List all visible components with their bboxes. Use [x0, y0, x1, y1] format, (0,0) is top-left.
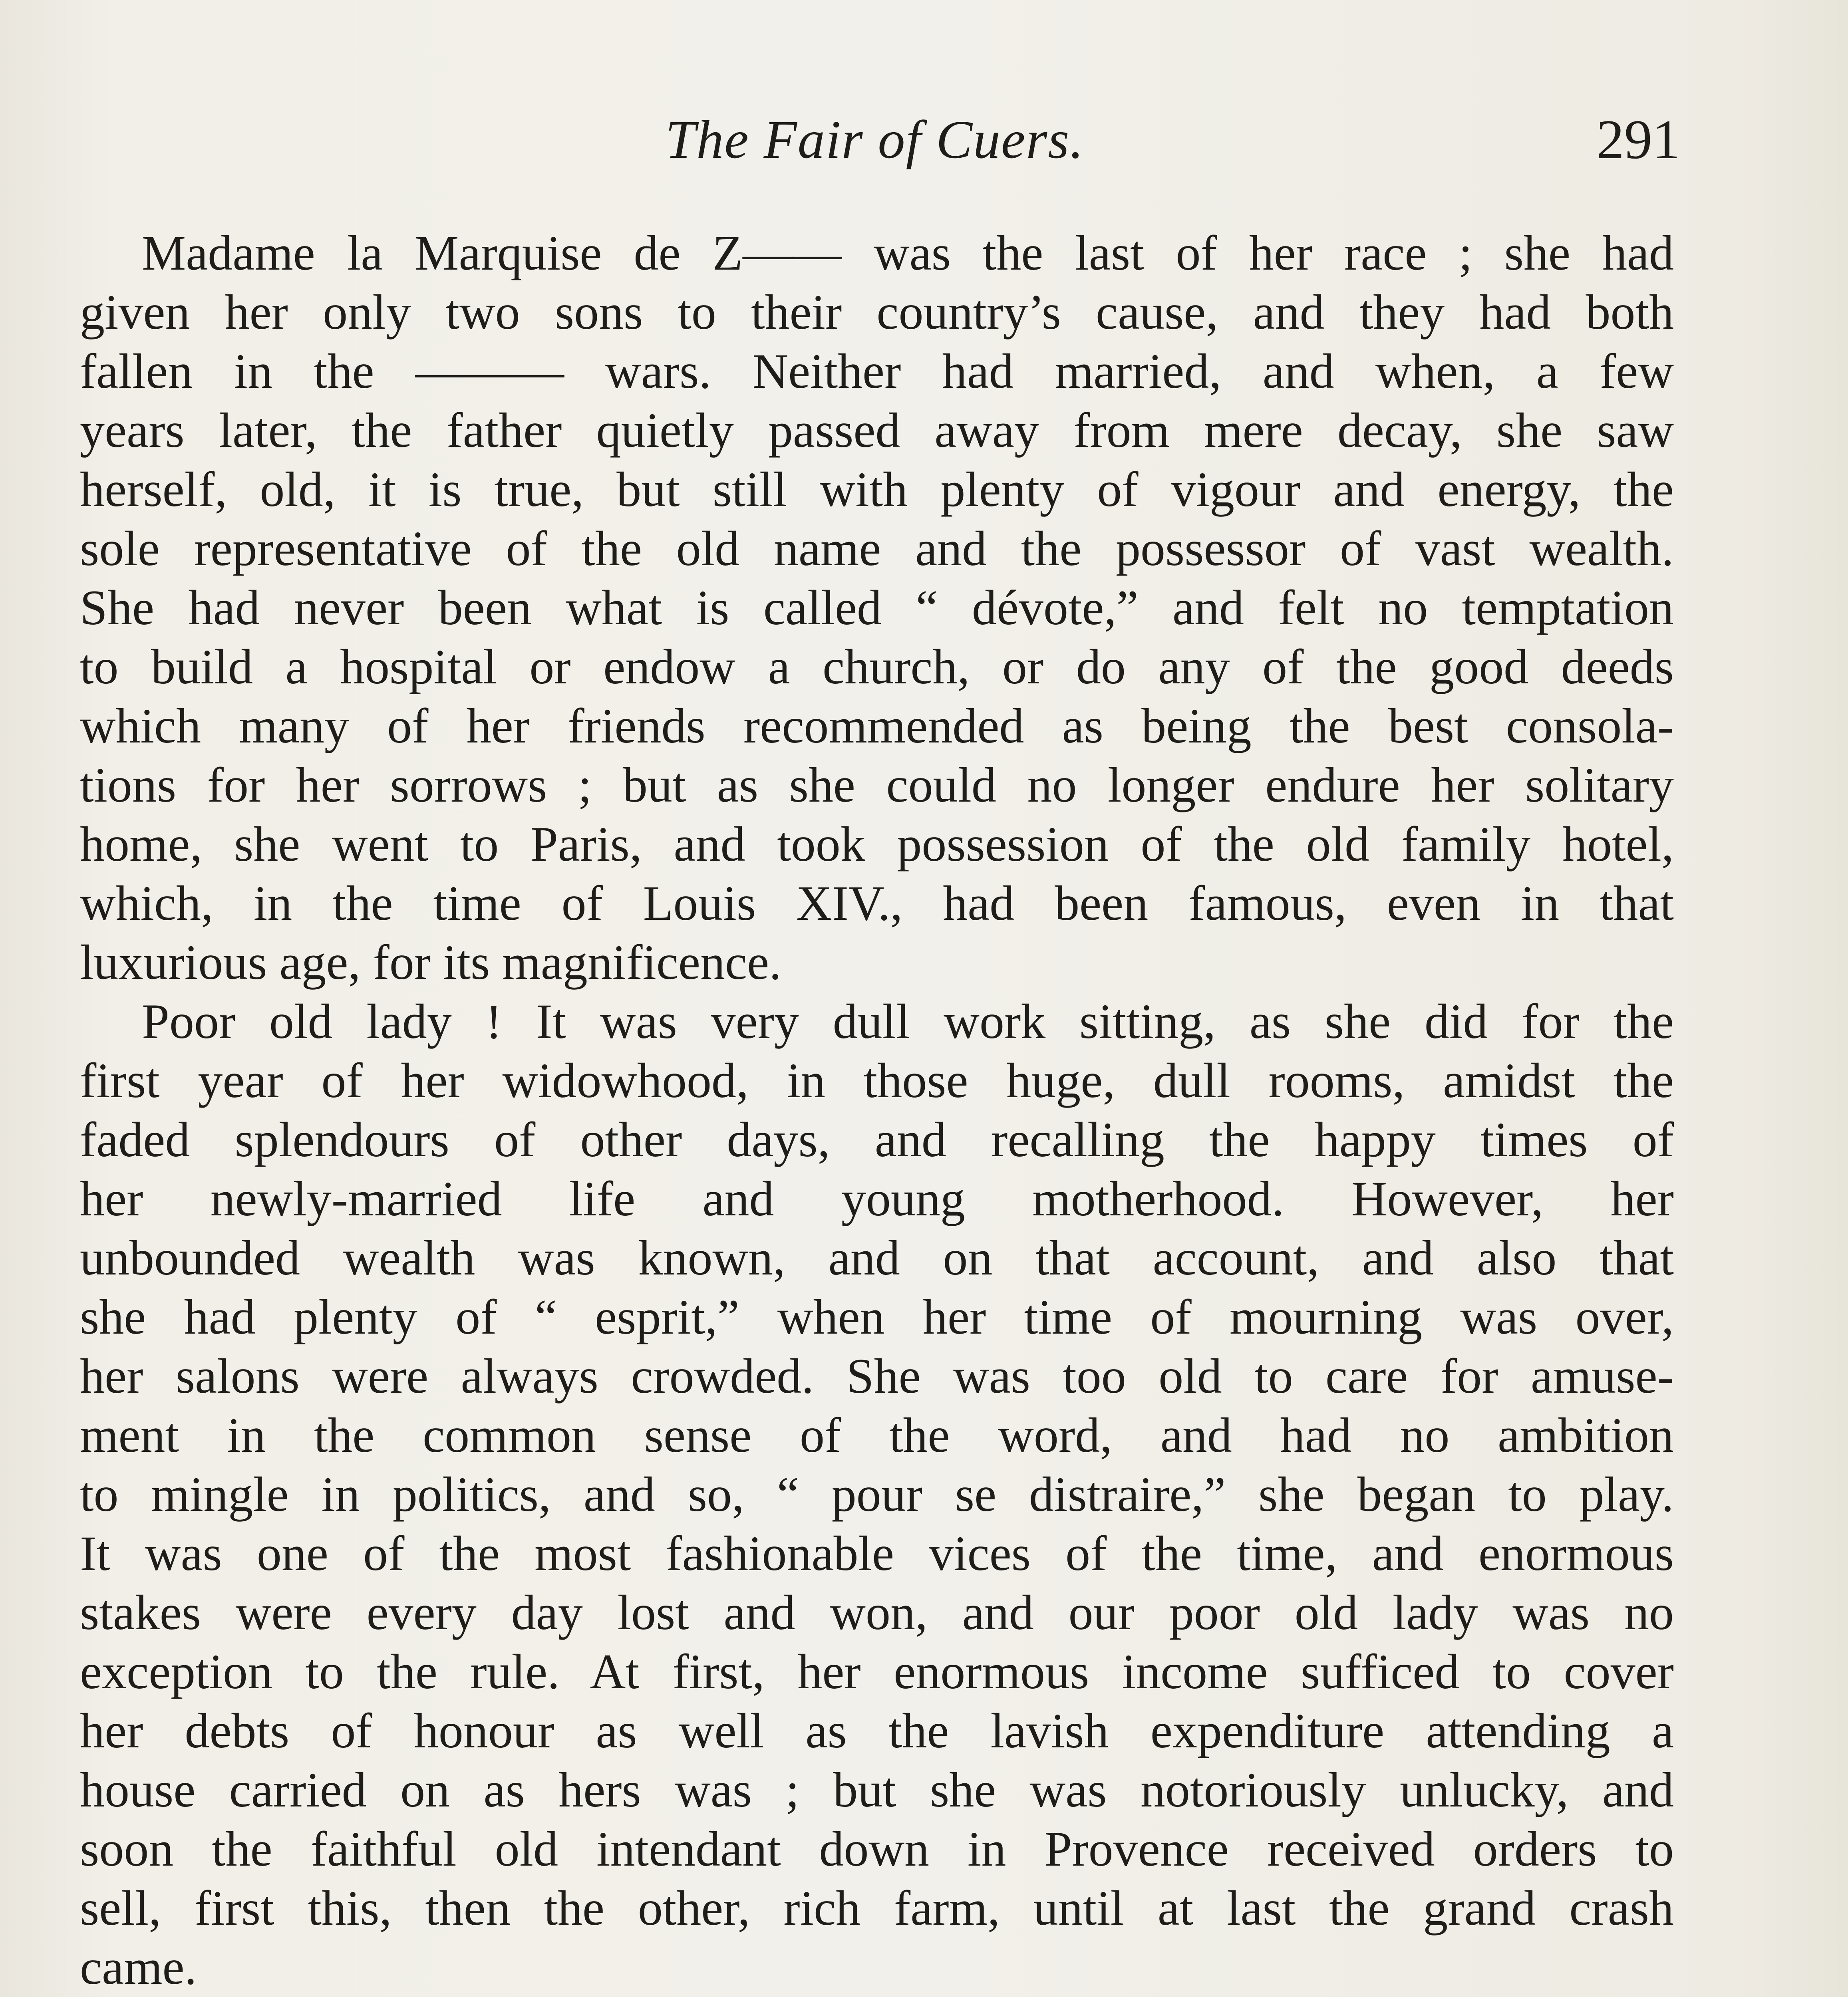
text-line: home, she went to Paris, and took possession of the old family hotel,	[80, 817, 1674, 871]
text-line: stakes were every day lost and won, and our poor old lady was no	[80, 1585, 1674, 1640]
paragraph	[80, 992, 1674, 1997]
text-line: to build a hospital or endow a church, or do any of the good deeds	[80, 639, 1674, 694]
paragraph	[80, 224, 1674, 992]
text-line: fallen in the ——— wars. Neither had married, and when, a few	[80, 344, 1674, 399]
text-line: unbounded wealth was known, and on that account, and also that	[80, 1231, 1674, 1285]
text-line: her debts of honour as well as the lavish expenditure attending a	[80, 1703, 1674, 1758]
text-line: ment in the common sense of the word, and had no ambition	[80, 1408, 1674, 1463]
text-line: house carried on as hers was ; but she was notoriously unlucky, and	[80, 1763, 1674, 1817]
text-line: she had plenty of “ esprit,” when her time of mourning was over,	[80, 1290, 1674, 1344]
text-line: her newly-married life and young motherhood. However, her	[80, 1171, 1674, 1226]
text-line: years later, the father quietly passed away from mere decay, she saw	[80, 403, 1674, 458]
running-title: The Fair of Cuers.	[665, 110, 1085, 170]
text-line: tions for her sorrows ; but as she could no longer endure her solitary	[80, 758, 1674, 812]
text-line: She had never been what is called “ dévote,” and felt no temptation	[80, 580, 1674, 635]
text-line: first year of her widowhood, in those huge, dull rooms, amidst the	[80, 1053, 1674, 1108]
text-line: to mingle in politics, and so, “ pour se distraire,” she began to play.	[80, 1467, 1674, 1522]
page-number: 291	[1596, 109, 1680, 171]
text-line: Poor old lady ! It was very dull work sitting, as she did for the	[142, 994, 1674, 1049]
text-line: which, in the time of Louis XIV., had been famous, even in that	[80, 876, 1674, 931]
text-line: Madame la Marquise de Z—— was the last of her race ; she had	[142, 226, 1674, 280]
text-line: sole representative of the old name and the possessor of vast wealth.	[80, 521, 1674, 576]
text-line: exception to the rule. At first, her enormous income sufficed to cover	[80, 1644, 1674, 1699]
text-line: It was one of the most fashionable vices of the time, and enormous	[80, 1526, 1674, 1581]
text-line: given her only two sons to their country’s cause, and they had both	[80, 285, 1674, 339]
text-line: came.	[80, 1940, 197, 1995]
text-line: sell, first this, then the other, rich farm, until at last the grand crash	[80, 1881, 1674, 1935]
page-header	[0, 100, 1848, 180]
text-line: luxurious age, for its magnificence.	[80, 935, 782, 990]
text-line: faded splendours of other days, and recalling the happy times of	[80, 1112, 1674, 1167]
text-line: her salons were always crowded. She was too old to care for amuse-	[80, 1349, 1674, 1403]
text-line: which many of her friends recommended as being the best consola-	[80, 699, 1674, 753]
body-text	[80, 224, 1674, 1997]
text-line: soon the faithful old intendant down in Provence received orders to	[80, 1822, 1674, 1876]
text-line: herself, old, it is true, but still with plenty of vigour and energy, the	[80, 462, 1674, 517]
